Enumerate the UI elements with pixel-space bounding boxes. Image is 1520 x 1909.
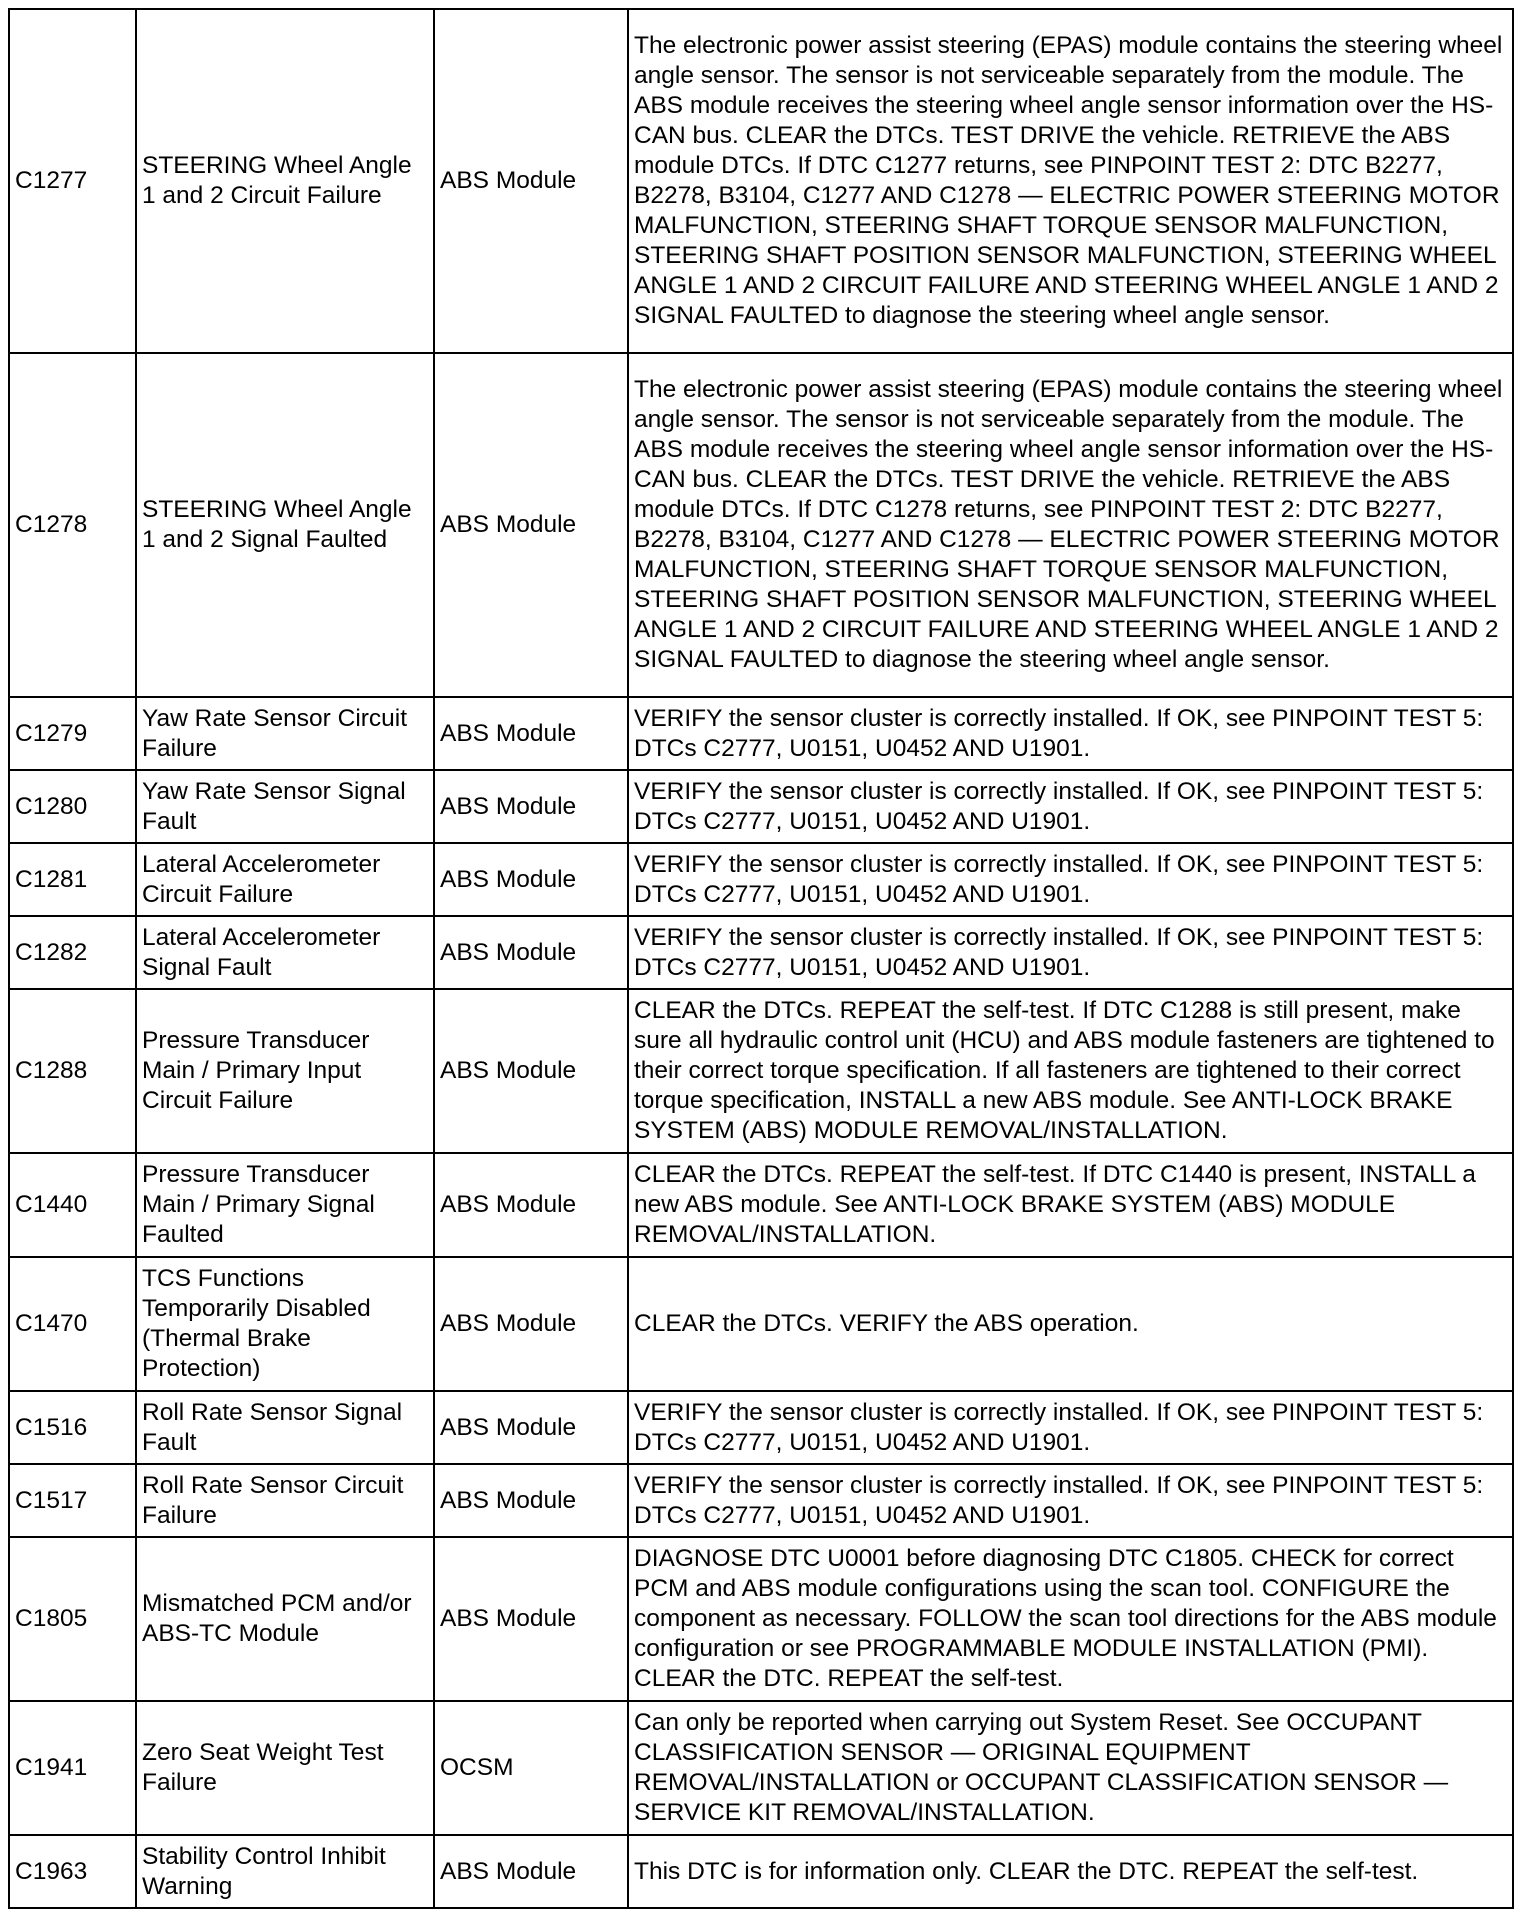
- dtc-action-cell: The electronic power assist steering (EPAS) module contains the steering wheel angle sensor. The sensor is not serviceable separately from the module. The ABS module receives the steering wheel angle sensor information over the HS-CAN bus. CLEAR the DTCs. TEST DRIVE the vehicle. RETRIEVE the ABS module DTCs. If DTC C1278 returns, see PINPOINT TEST 2: DTC B2277, B2278, B3104, C1277 AND C1278 — ELECTRIC POWER STEERING MOTOR MALFUNCTION, STEERING SHAFT TORQUE SENSOR MALFUNCTION, STEERING SHAFT POSITION SENSOR MALFUNCTION, STEERING WHEEL ANGLE 1 AND 2 CIRCUIT FAILURE AND STEERING WHEEL ANGLE 1 AND 2 SIGNAL FAULTED to diagnose the steering wheel angle sensor.: [628, 353, 1513, 697]
- dtc-table-body: [9, 9, 1513, 1908]
- dtc-module-cell: ABS Module: [434, 1835, 628, 1908]
- dtc-module-cell: ABS Module: [434, 1537, 628, 1701]
- dtc-description-cell: Yaw Rate Sensor Circuit Failure: [136, 697, 434, 770]
- table-row: [9, 1835, 1513, 1908]
- dtc-action-cell: CLEAR the DTCs. VERIFY the ABS operation.: [628, 1257, 1513, 1391]
- dtc-action-cell: Can only be reported when carrying out System Reset. See OCCUPANT CLASSIFICATION SENSOR — ORIGINAL EQUIPMENT REMOVAL/INSTALLATION or OCCUPANT CLASSIFICATION SENSOR — SERVICE KIT REMOVAL/INSTALLATION.: [628, 1701, 1513, 1835]
- dtc-module-cell: ABS Module: [434, 989, 628, 1153]
- dtc-description-cell: Pressure Transducer Main / Primary Signal Faulted: [136, 1153, 434, 1257]
- table-row: [9, 1257, 1513, 1391]
- dtc-code-cell: C1277: [9, 9, 136, 353]
- dtc-module-cell: ABS Module: [434, 770, 628, 843]
- dtc-module-cell: OCSM: [434, 1701, 628, 1835]
- dtc-action-cell: VERIFY the sensor cluster is correctly installed. If OK, see PINPOINT TEST 5: DTCs C2777, U0151, U0452 AND U1901.: [628, 916, 1513, 989]
- dtc-description-cell: Lateral Accelerometer Signal Fault: [136, 916, 434, 989]
- dtc-code-cell: C1282: [9, 916, 136, 989]
- dtc-table: [8, 8, 1514, 1909]
- table-row: [9, 770, 1513, 843]
- dtc-description-cell: Roll Rate Sensor Signal Fault: [136, 1391, 434, 1464]
- dtc-module-cell: ABS Module: [434, 843, 628, 916]
- dtc-description-cell: Mismatched PCM and/or ABS-TC Module: [136, 1537, 434, 1701]
- dtc-code-cell: C1278: [9, 353, 136, 697]
- dtc-code-cell: C1288: [9, 989, 136, 1153]
- dtc-module-cell: ABS Module: [434, 9, 628, 353]
- dtc-description-cell: Zero Seat Weight Test Failure: [136, 1701, 434, 1835]
- dtc-description-cell: Stability Control Inhibit Warning: [136, 1835, 434, 1908]
- dtc-code-cell: C1516: [9, 1391, 136, 1464]
- dtc-code-cell: C1805: [9, 1537, 136, 1701]
- table-row: [9, 9, 1513, 353]
- dtc-code-cell: C1517: [9, 1464, 136, 1537]
- dtc-module-cell: ABS Module: [434, 1464, 628, 1537]
- dtc-module-cell: ABS Module: [434, 1257, 628, 1391]
- dtc-description-cell: STEERING Wheel Angle 1 and 2 Signal Faulted: [136, 353, 434, 697]
- dtc-description-cell: Yaw Rate Sensor Signal Fault: [136, 770, 434, 843]
- table-row: [9, 1391, 1513, 1464]
- dtc-description-cell: TCS Functions Temporarily Disabled (Thermal Brake Protection): [136, 1257, 434, 1391]
- dtc-code-cell: C1281: [9, 843, 136, 916]
- dtc-module-cell: ABS Module: [434, 353, 628, 697]
- table-row: [9, 916, 1513, 989]
- dtc-action-cell: This DTC is for information only. CLEAR the DTC. REPEAT the self-test.: [628, 1835, 1513, 1908]
- dtc-module-cell: ABS Module: [434, 1391, 628, 1464]
- dtc-code-cell: C1941: [9, 1701, 136, 1835]
- dtc-action-cell: CLEAR the DTCs. REPEAT the self-test. If DTC C1288 is still present, make sure all hydraulic control unit (HCU) and ABS module fasteners are tightened to their correct torque specification. If all fasteners are tightened to their correct torque specification, INSTALL a new ABS module. See ANTI-LOCK BRAKE SYSTEM (ABS) MODULE REMOVAL/INSTALLATION.: [628, 989, 1513, 1153]
- dtc-code-cell: C1440: [9, 1153, 136, 1257]
- dtc-description-cell: Roll Rate Sensor Circuit Failure: [136, 1464, 434, 1537]
- dtc-description-cell: Pressure Transducer Main / Primary Input Circuit Failure: [136, 989, 434, 1153]
- table-row: [9, 843, 1513, 916]
- table-row: [9, 697, 1513, 770]
- dtc-code-cell: C1280: [9, 770, 136, 843]
- dtc-action-cell: VERIFY the sensor cluster is correctly installed. If OK, see PINPOINT TEST 5: DTCs C2777, U0151, U0452 AND U1901.: [628, 1391, 1513, 1464]
- table-row: [9, 1537, 1513, 1701]
- dtc-action-cell: VERIFY the sensor cluster is correctly installed. If OK, see PINPOINT TEST 5: DTCs C2777, U0151, U0452 AND U1901.: [628, 770, 1513, 843]
- table-row: [9, 989, 1513, 1153]
- table-row: [9, 1153, 1513, 1257]
- dtc-action-cell: CLEAR the DTCs. REPEAT the self-test. If DTC C1440 is present, INSTALL a new ABS module. See ANTI-LOCK BRAKE SYSTEM (ABS) MODULE REMOVAL/INSTALLATION.: [628, 1153, 1513, 1257]
- dtc-module-cell: ABS Module: [434, 1153, 628, 1257]
- dtc-description-cell: STEERING Wheel Angle 1 and 2 Circuit Failure: [136, 9, 434, 353]
- table-row: [9, 1464, 1513, 1537]
- dtc-module-cell: ABS Module: [434, 697, 628, 770]
- dtc-code-cell: C1470: [9, 1257, 136, 1391]
- dtc-action-cell: VERIFY the sensor cluster is correctly installed. If OK, see PINPOINT TEST 5: DTCs C2777, U0151, U0452 AND U1901.: [628, 843, 1513, 916]
- dtc-code-cell: C1963: [9, 1835, 136, 1908]
- table-row: [9, 353, 1513, 697]
- dtc-code-cell: C1279: [9, 697, 136, 770]
- dtc-module-cell: ABS Module: [434, 916, 628, 989]
- dtc-action-cell: DIAGNOSE DTC U0001 before diagnosing DTC C1805. CHECK for correct PCM and ABS module configurations using the scan tool. CONFIGURE the component as necessary. FOLLOW the scan tool directions for the ABS module configuration or see PROGRAMMABLE MODULE INSTALLATION (PMI). CLEAR the DTC. REPEAT the self-test.: [628, 1537, 1513, 1701]
- dtc-description-cell: Lateral Accelerometer Circuit Failure: [136, 843, 434, 916]
- dtc-action-cell: The electronic power assist steering (EPAS) module contains the steering wheel angle sensor. The sensor is not serviceable separately from the module. The ABS module receives the steering wheel angle sensor information over the HS-CAN bus. CLEAR the DTCs. TEST DRIVE the vehicle. RETRIEVE the ABS module DTCs. If DTC C1277 returns, see PINPOINT TEST 2: DTC B2277, B2278, B3104, C1277 AND C1278 — ELECTRIC POWER STEERING MOTOR MALFUNCTION, STEERING SHAFT TORQUE SENSOR MALFUNCTION, STEERING SHAFT POSITION SENSOR MALFUNCTION, STEERING WHEEL ANGLE 1 AND 2 CIRCUIT FAILURE AND STEERING WHEEL ANGLE 1 AND 2 SIGNAL FAULTED to diagnose the steering wheel angle sensor.: [628, 9, 1513, 353]
- table-row: [9, 1701, 1513, 1835]
- dtc-action-cell: VERIFY the sensor cluster is correctly installed. If OK, see PINPOINT TEST 5: DTCs C2777, U0151, U0452 AND U1901.: [628, 697, 1513, 770]
- dtc-action-cell: VERIFY the sensor cluster is correctly installed. If OK, see PINPOINT TEST 5: DTCs C2777, U0151, U0452 AND U1901.: [628, 1464, 1513, 1537]
